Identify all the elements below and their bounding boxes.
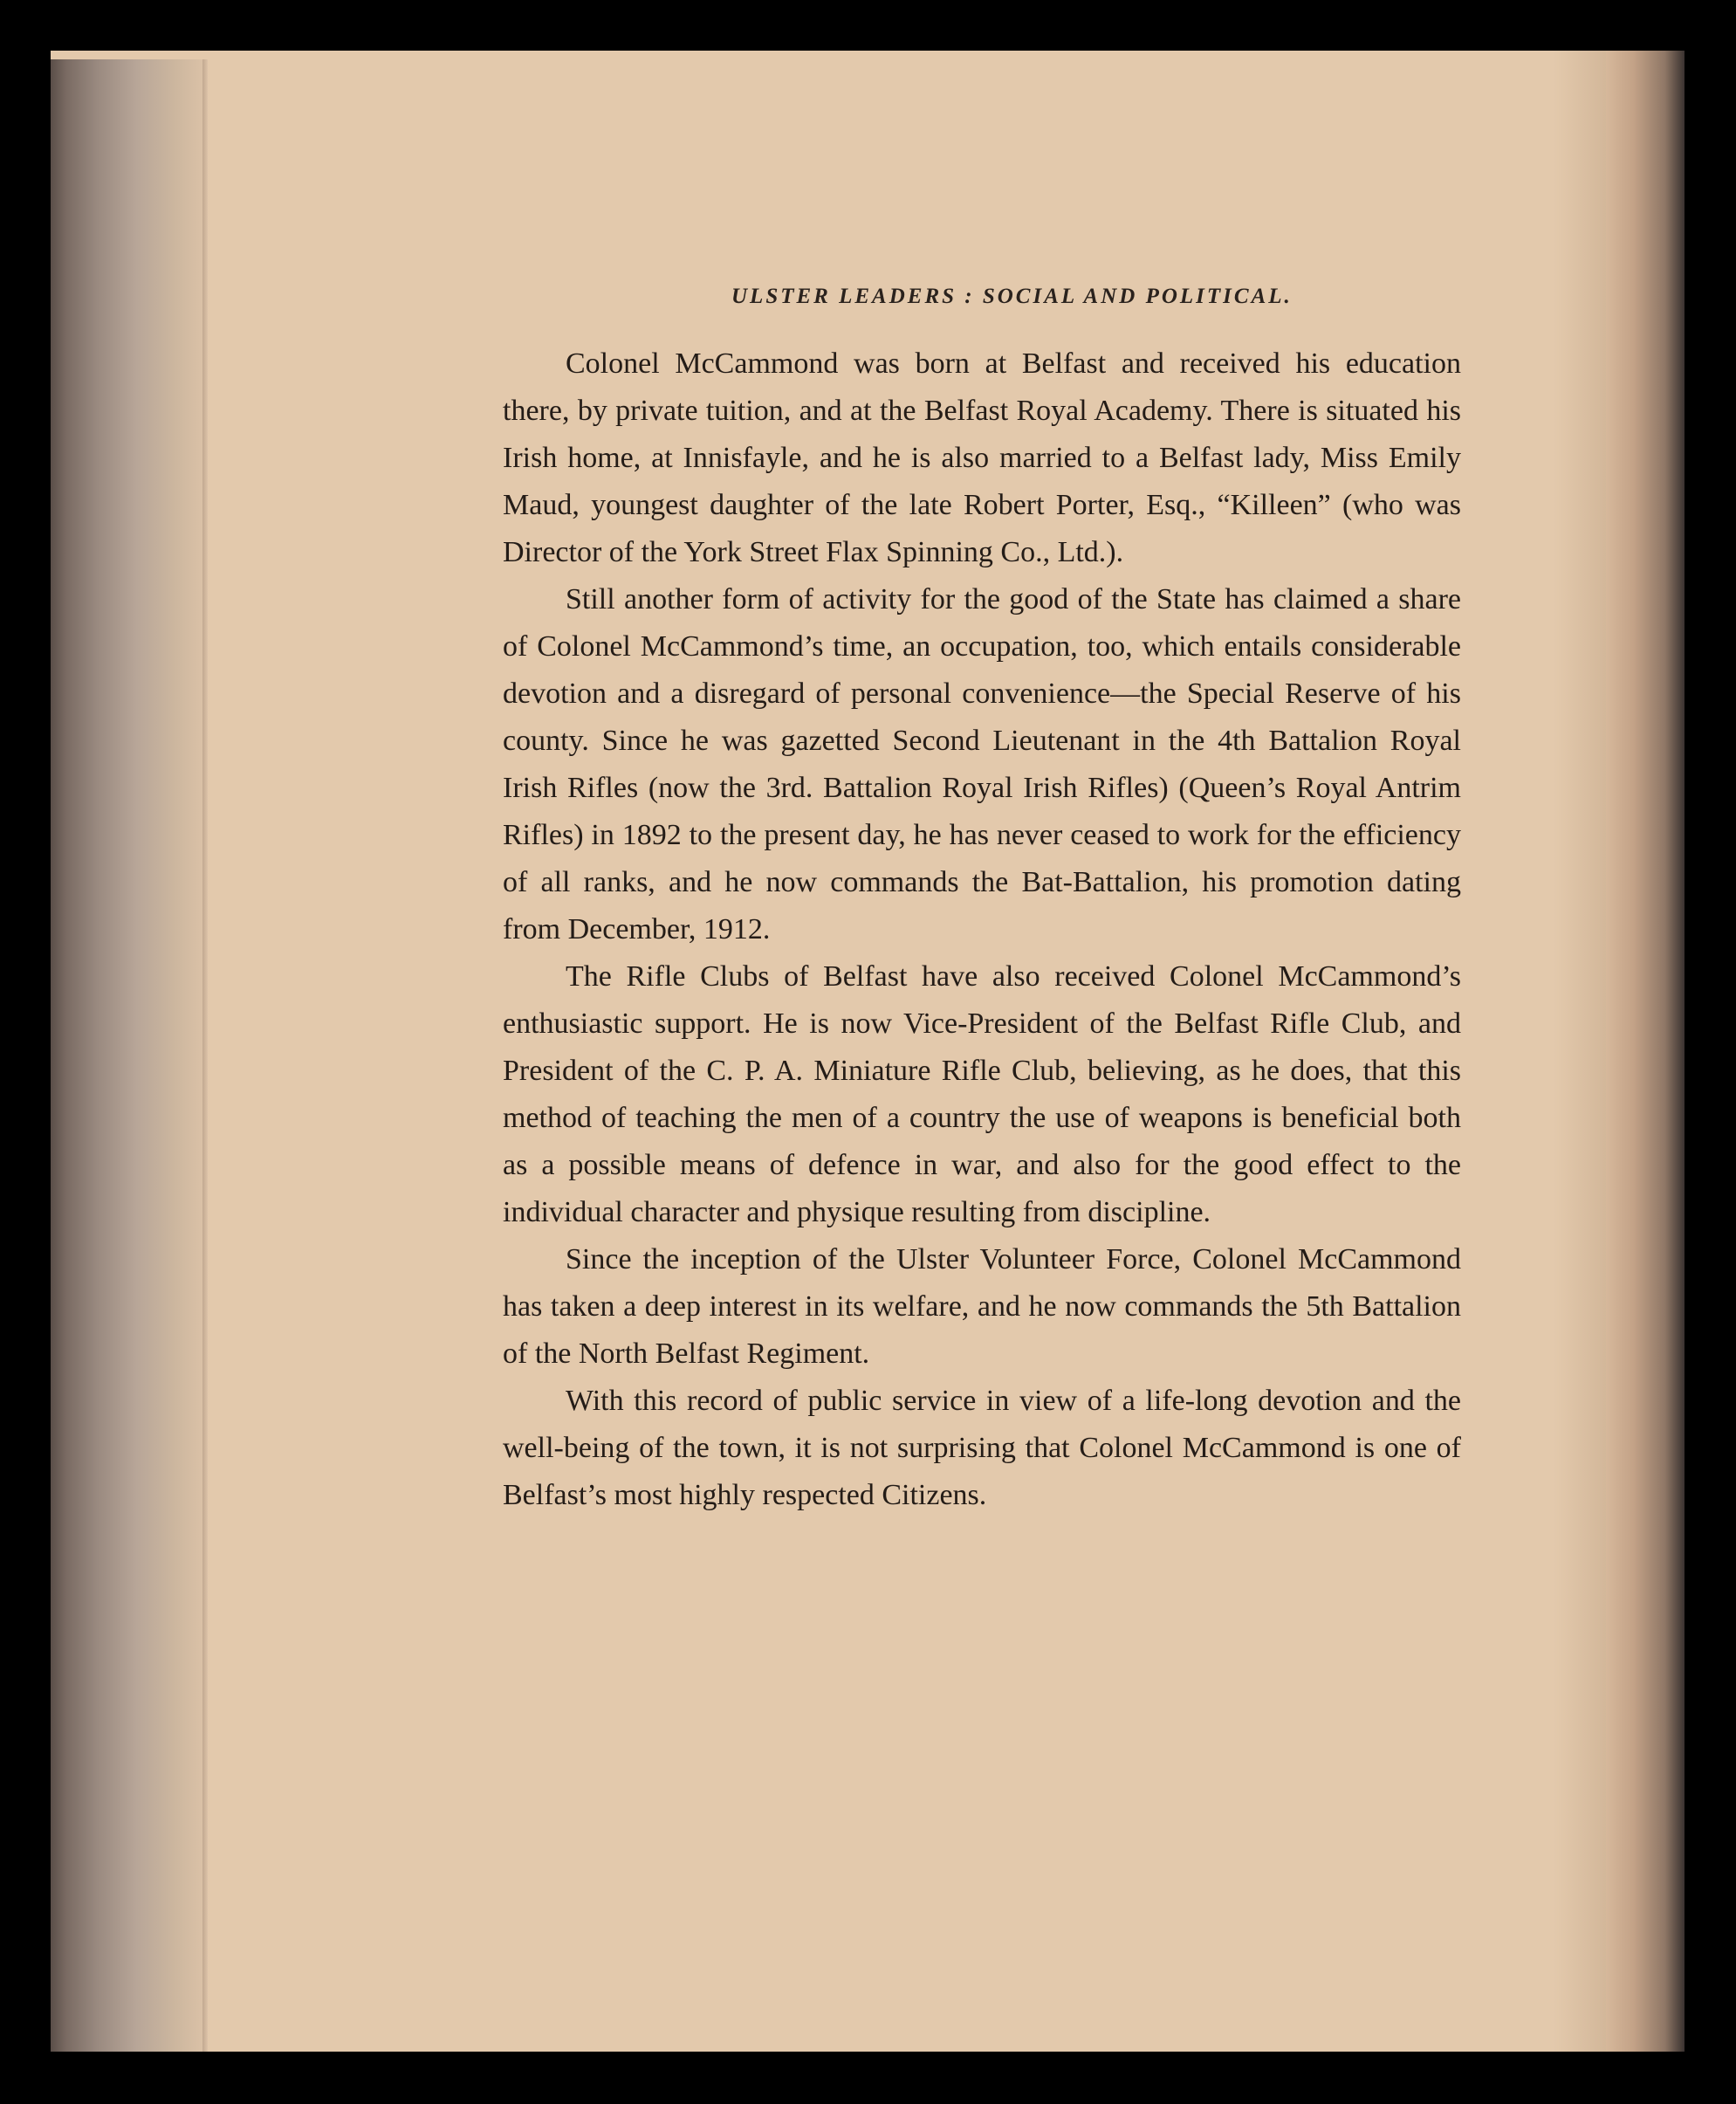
- paragraph-ulster-volunteer-force: Since the inception of the Ulster Volunteer Force, Colonel McCammond has taken a deep interest in its welfare, and he now commands the 5th Battalion of the North Belfast Regiment.: [503, 1243, 1461, 1370]
- paragraph-rifle-clubs: The Rifle Clubs of Belfast have also received Colonel McCammond’s enthusiastic support. He is now Vice-President of the Belfast Rifle Club, and President of the C. P. A. Miniature Rifle Club, believing, as he does, that this method of teaching the men of a country the use of weapons is beneficial both as a possible means of defence in war, and also for the good effect to the individual character and physique resulting from discipline.: [503, 960, 1461, 1228]
- page-body: [208, 51, 1554, 2052]
- scanned-page: [51, 51, 1685, 2052]
- body-text: [503, 340, 1461, 1519]
- paragraph-public-service: With this record of public service in view of a life-long devotion and the well-being of the town, it is not surprising that Colonel McCammond is one of Belfast’s most highly respected Citizens.: [503, 1385, 1461, 1511]
- book-page-edges-left: [51, 59, 208, 2052]
- paragraph-special-reserve: Still another form of activity for the good of the State has claimed a share of Colonel McCammond’s time, an occupation, too, which entails considerable devotion and a disregard of personal convenience—the Special Reserve of his county. Since he was gazetted Second Lieutenant in the 4th Battalion Royal Irish Rifles (now the 3rd. Battalion Royal Irish Rifles) (Queen’s Royal Antrim Rifles) in 1892 to the present day, he has never ceased to work for the efficiency of all ranks, and he now commands the Bat-Battalion, his promotion dating from December, 1912.: [503, 583, 1461, 945]
- running-head: ULSTER LEADERS : SOCIAL AND POLITICAL.: [731, 285, 1293, 308]
- book-spine-right: [1606, 51, 1685, 2052]
- gutter-shadow: [1554, 51, 1606, 2052]
- paragraph-birth-education: Colonel McCammond was born at Belfast and received his education there, by private tuition, and at the Belfast Royal Academy. There is situated his Irish home, at Innisfayle, and he is also married to a Belfast lady, Miss Emily Maud, youngest daughter of the late Robert Porter, Esq., “Killeen” (who was Director of the York Street Flax Spinning Co., Ltd.).: [503, 347, 1461, 568]
